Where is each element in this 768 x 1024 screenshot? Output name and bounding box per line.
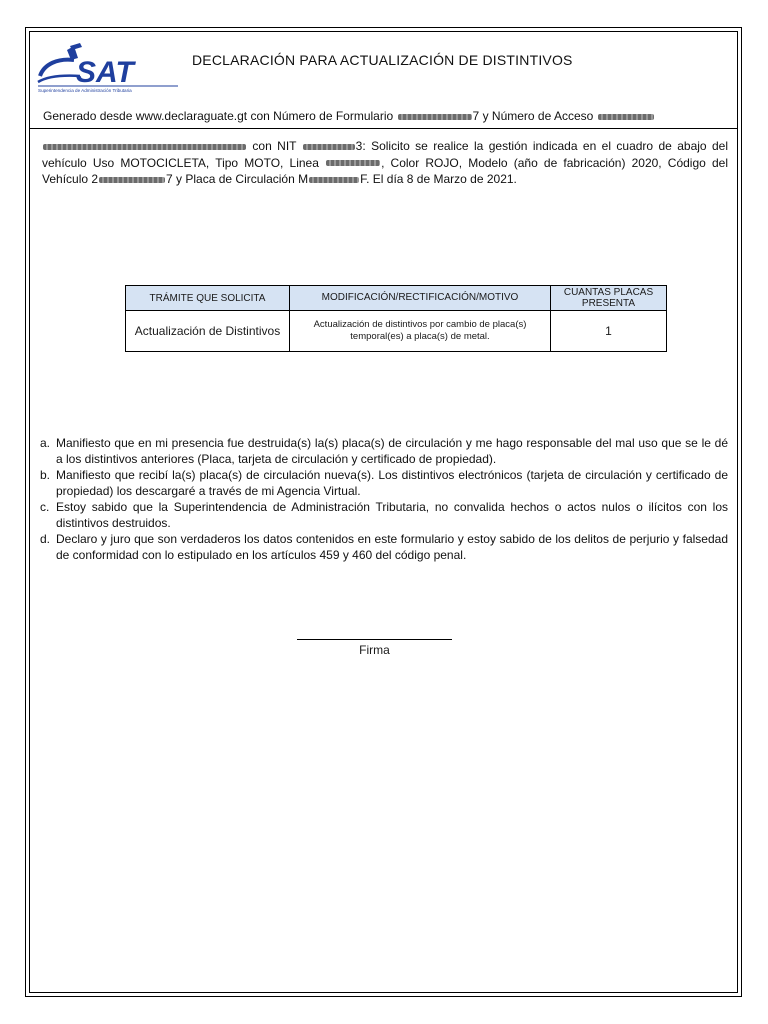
declaration-text: Manifiesto que en mi presencia fue destruida(s) la(s) placa(s) de circulación y me hago responsable del mal uso que se le dé a los distintivos anteriores (Placa, tarjeta de circulación y certificado de propiedad).	[56, 436, 728, 466]
nit-suffix: 3	[355, 139, 363, 153]
generated-line	[43, 109, 655, 123]
statement-part-1: : Solicito se realice la gestión indicada en el cuadro de abajo del vehículo Uso MOTOCICLETA, Tipo MOTO, Linea	[42, 139, 728, 170]
statement-part-4: F. El día 8 de Marzo de 2021.	[360, 172, 517, 186]
signature-label: Firma	[359, 643, 390, 657]
cell-motivo: Actualización de distintivos por cambio de placa(s) temporal(es) a placa(s) de metal.	[290, 311, 551, 352]
redacted-taxpayer-name	[43, 144, 246, 150]
redacted-plate	[309, 177, 359, 183]
redacted-linea	[326, 160, 380, 166]
declaration-marker: c.	[40, 500, 50, 514]
declaration-item-a	[40, 435, 728, 467]
cell-tramite: Actualización de Distintivos	[126, 311, 290, 352]
table-header-row	[126, 286, 667, 311]
document-outer-frame	[25, 27, 742, 997]
declaration-text: Estoy sabido que la Superintendencia de Administración Tributaria, no convalida hechos o actos nulos o ilícitos con los distintivos destruidos.	[56, 500, 728, 530]
declaration-marker: d.	[40, 532, 51, 546]
generated-prefix: Generado desde www.declaraguate.gt con Número de Formulario	[43, 109, 394, 123]
declaration-marker: a.	[40, 436, 51, 450]
procedure-table	[125, 285, 667, 352]
redacted-nit	[303, 144, 355, 150]
declaration-text: Manifiesto que recibí la(s) placa(s) de circulación nueva(s). Los distintivos electrónicos (tarjeta de circulación y certificado de propiedad) los descargaré a través de mi Agencia Virtual.	[56, 468, 728, 498]
redacted-vehicle-code	[99, 177, 165, 183]
table-header-placas: CUANTAS PLACAS PRESENTA	[551, 286, 667, 311]
form-number-suffix: 7	[472, 109, 480, 123]
declaration-item-d	[40, 531, 728, 563]
sat-logo	[34, 42, 182, 94]
document-inner-frame	[29, 31, 738, 993]
redacted-access-number	[598, 114, 654, 120]
signature-line	[297, 639, 452, 640]
statement-part-2: , Color ROJO, Modelo (año de fabricación) 2020, Código del Vehículo 2	[42, 155, 728, 186]
request-statement	[42, 138, 728, 188]
cell-placas: 1	[551, 311, 667, 352]
nit-label: con NIT	[252, 139, 297, 153]
logo-brand-text: SAT	[76, 56, 134, 89]
declaration-item-c	[40, 499, 728, 531]
document-title: DECLARACIÓN PARA ACTUALIZACIÓN DE DISTINTIVOS	[192, 52, 573, 68]
table-header-tramite: TRÁMITE QUE SOLICITA	[126, 286, 290, 311]
access-connector: y Número de Acceso	[482, 109, 594, 123]
declaration-item-b	[40, 467, 728, 499]
table-header-motivo: MODIFICACIÓN/RECTIFICACIÓN/MOTIVO	[290, 286, 551, 311]
logo-tagline: Superintendencia de Administración Tributaria	[38, 88, 132, 93]
redacted-form-number	[398, 114, 472, 120]
statement-part-3: 7 y Placa de Circulación M	[166, 172, 309, 186]
document-header	[30, 32, 737, 129]
declaration-marker: b.	[40, 468, 51, 482]
table-row	[126, 311, 667, 352]
declaration-text: Declaro y juro que son verdaderos los datos contenidos en este formulario y estoy sabido de los delitos de perjurio y falsedad de conformidad con lo estipulado en los artículos 459 y 460 del código penal.	[56, 532, 728, 562]
declarations-list	[40, 435, 728, 563]
